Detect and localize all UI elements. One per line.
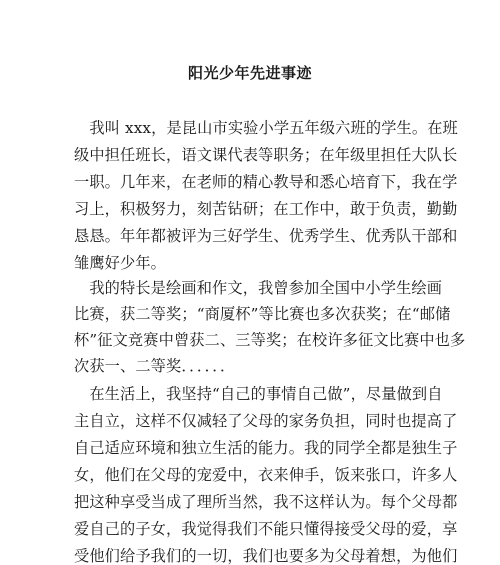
paragraph-line: 在生活上，我坚持“自己的事情自己做”，尽量做到自 xyxy=(74,385,443,403)
paragraph-line: 爱自己的子女，我觉得我们不能只懂得接受父母的爱，享 xyxy=(74,520,458,538)
paragraph-line: 女，他们在父母的宠爱中，衣来伸手，饭来张口，许多人 xyxy=(74,466,458,484)
paragraph-line: 一职。几年来，在老师的精心教导和悉心培育下，我在学 xyxy=(74,173,458,191)
paragraph-line: 把这种享受当成了理所当然，我不这样认为。每个父母都 xyxy=(74,493,458,511)
paragraph-line: 杯”征文竞赛中曾获二、三等奖；在校许多征文比赛中也多 xyxy=(74,331,466,349)
paragraph-line: 级中担任班长，语文课代表等职务；在年级里担任大队长 xyxy=(74,146,458,164)
paragraph-line: 自己适应环境和独立生活的能力。我的同学全都是独生子 xyxy=(74,439,458,457)
paragraph-line: 比赛，获二等奖；“商厦杯”等比赛也多次获奖；在“邮储 xyxy=(74,305,451,323)
paragraph-line: 主自立，这样不仅减轻了父母的家务负担，同时也提高了 xyxy=(74,412,458,430)
paragraph-line: 我的特长是绘画和作文，我曾参加全国中小学生绘画 xyxy=(74,279,443,297)
paragraph-line: 受他们给予我们的一切，我们也要多为父母着想，为他们 xyxy=(74,547,458,565)
paragraph-line: 习上，积极努力，刻苦钻研；在工作中，敢于负责，勤勤 xyxy=(74,200,458,218)
paragraph-line: 恳恳。年年都被评为三好学生、优秀学生、优秀队干部和 xyxy=(74,227,458,245)
paragraph-line: 我叫 xxx，是昆山市实验小学五年级六班的学生。在班 xyxy=(74,119,458,137)
document-title: 阳光少年先进事迹 xyxy=(187,64,312,82)
paragraph-line: 次获一、二等奖．．．．．． xyxy=(74,357,236,375)
paragraph-line: 雏鹰好少年。 xyxy=(74,254,167,272)
